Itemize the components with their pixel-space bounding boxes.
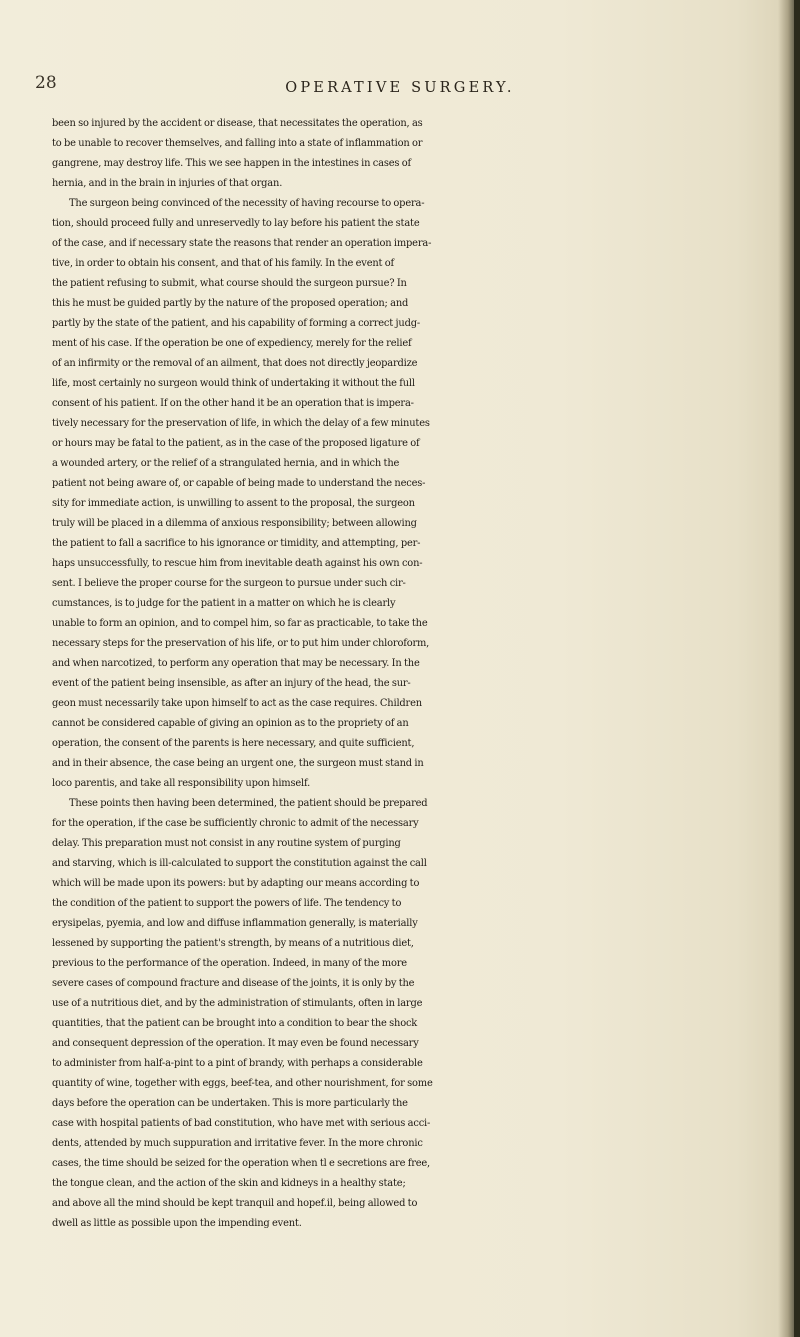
text-line: sity for immediate action, is unwilling to assent to the proposal, the surgeon — [52, 498, 415, 509]
text-line: and consequent depression of the operation. It may even be found necessary — [52, 1038, 419, 1049]
text-line: days before the operation can be undertaken. This is more particularly the — [52, 1098, 408, 1109]
text-line: gangrene, may destroy life. This we see happen in the intestines in cases of — [52, 158, 411, 169]
text-line: life, most certainly no surgeon would think of undertaking it without the full — [52, 378, 415, 389]
text-line: partly by the state of the patient, and his capability of forming a correct judg- — [52, 318, 421, 329]
text-line: for the operation, if the case be sufficiently chronic to admit of the necessary — [52, 818, 419, 829]
text-line: ment of his case. If the operation be one of expediency, merely for the relief — [52, 338, 412, 349]
text-line: and in their absence, the case being an urgent one, the surgeon must stand in — [52, 758, 424, 769]
text-line: cannot be considered capable of giving an opinion as to the propriety of an — [52, 718, 409, 729]
body-text — [52, 114, 757, 1234]
text-line: necessary steps for the preservation of his life, or to put him under chloroform, — [52, 638, 430, 649]
text-line: the patient to fall a sacrifice to his ignorance or timidity, and attempting, per- — [52, 538, 421, 549]
text-line: truly will be placed in a dilemma of anxious responsibility; between allowing — [52, 518, 417, 529]
text-line: severe cases of compound fracture and disease of the joints, it is only by the — [52, 978, 415, 989]
text-line: a wounded artery, or the relief of a strangulated hernia, and in which the — [52, 458, 400, 469]
text-line: of an infirmity or the removal of an ailment, that does not directly jeopardize — [52, 358, 418, 369]
text-line: or hours may be fatal to the patient, as in the case of the proposed ligature of — [52, 438, 420, 449]
text-line: which will be made upon its powers: but by adapting our means according to — [52, 878, 420, 889]
text-line: haps unsuccessfully, to rescue him from inevitable death against his own con- — [52, 558, 423, 569]
text-line: this he must be guided partly by the nature of the proposed operation; and — [52, 298, 409, 309]
text-line: geon must necessarily take upon himself to act as the case requires. Children — [52, 698, 422, 709]
text-line: operation, the consent of the parents is here necessary, and quite sufficient, — [52, 738, 415, 749]
text-line: case with hospital patients of bad constitution, who have met with serious acci- — [52, 1118, 431, 1129]
text-line: to be unable to recover themselves, and falling into a state of inflammation or — [52, 138, 423, 149]
text-line: of the case, and if necessary state the reasons that render an operation impera- — [52, 238, 432, 249]
text-line: and when narcotized, to perform any operation that may be necessary. In the — [52, 658, 420, 669]
page-number: 28 — [35, 73, 57, 93]
text-line: tion, should proceed fully and unreservedly to lay before his patient the state — [52, 218, 420, 229]
text-line: the condition of the patient to support the powers of life. The tendency to — [52, 898, 402, 909]
text-line: lessened by supporting the patient's strength, by means of a nutritious diet, — [52, 938, 414, 949]
text-line: quantity of wine, together with eggs, beef-tea, and other nourishment, for some — [52, 1078, 433, 1089]
text-line: tive, in order to obtain his consent, and that of his family. In the event of — [52, 258, 395, 269]
text-line: unable to form an opinion, and to compel him, so far as practicable, to take the — [52, 618, 428, 629]
text-line: erysipelas, pyemia, and low and diffuse inflammation generally, is materially — [52, 918, 418, 929]
text-line: to administer from half-a-pint to a pint of brandy, with perhaps a considerable — [52, 1058, 423, 1069]
text-line: cases, the time should be seized for the operation when tl e secretions are free, — [52, 1158, 431, 1169]
text-line: These points then having been determined, the patient should be prepared — [69, 798, 428, 809]
text-line: hernia, and in the brain in injuries of that organ. — [52, 178, 283, 189]
text-line: consent of his patient. If on the other hand it be an operation that is impera- — [52, 398, 414, 409]
running-head: OPERATIVE SURGERY. — [285, 80, 515, 96]
text-line: loco parentis, and take all responsibility upon himself. — [52, 778, 311, 789]
text-line: patient not being aware of, or capable of being made to understand the neces- — [52, 478, 426, 489]
text-line: and above all the mind should be kept tranquil and hopef.il, being allowed to — [52, 1198, 418, 1209]
text-line: tively necessary for the preservation of life, in which the delay of a few minutes — [52, 418, 430, 429]
text-line: use of a nutritious diet, and by the administration of stimulants, often in large — [52, 998, 423, 1009]
text-line: dwell as little as possible upon the impending event. — [52, 1218, 302, 1229]
text-line: The surgeon being convinced of the necessity of having recourse to opera- — [69, 198, 425, 209]
text-line: quantities, that the patient can be brought into a condition to bear the shock — [52, 1018, 418, 1029]
text-line: sent. I believe the proper course for the surgeon to pursue under such cir- — [52, 578, 406, 589]
text-line: cumstances, is to judge for the patient in a matter on which he is clearly — [52, 598, 396, 609]
text-line: delay. This preparation must not consist in any routine system of purging — [52, 838, 401, 849]
text-line: the patient refusing to submit, what course should the surgeon pursue? In — [52, 278, 407, 289]
text-line: the tongue clean, and the action of the skin and kidneys in a healthy state; — [52, 1178, 406, 1189]
text-line: dents, attended by much suppuration and irritative fever. In the more chronic — [52, 1138, 423, 1149]
text-line: event of the patient being insensible, as after an injury of the head, the sur- — [52, 678, 411, 689]
text-line: previous to the performance of the operation. Indeed, in many of the more — [52, 958, 407, 969]
text-line: been so injured by the accident or disease, that necessitates the operation, as — [52, 118, 423, 129]
spine-edge — [794, 0, 800, 1337]
text-line: and starving, which is ill-calculated to support the constitution against the call — [52, 858, 427, 869]
